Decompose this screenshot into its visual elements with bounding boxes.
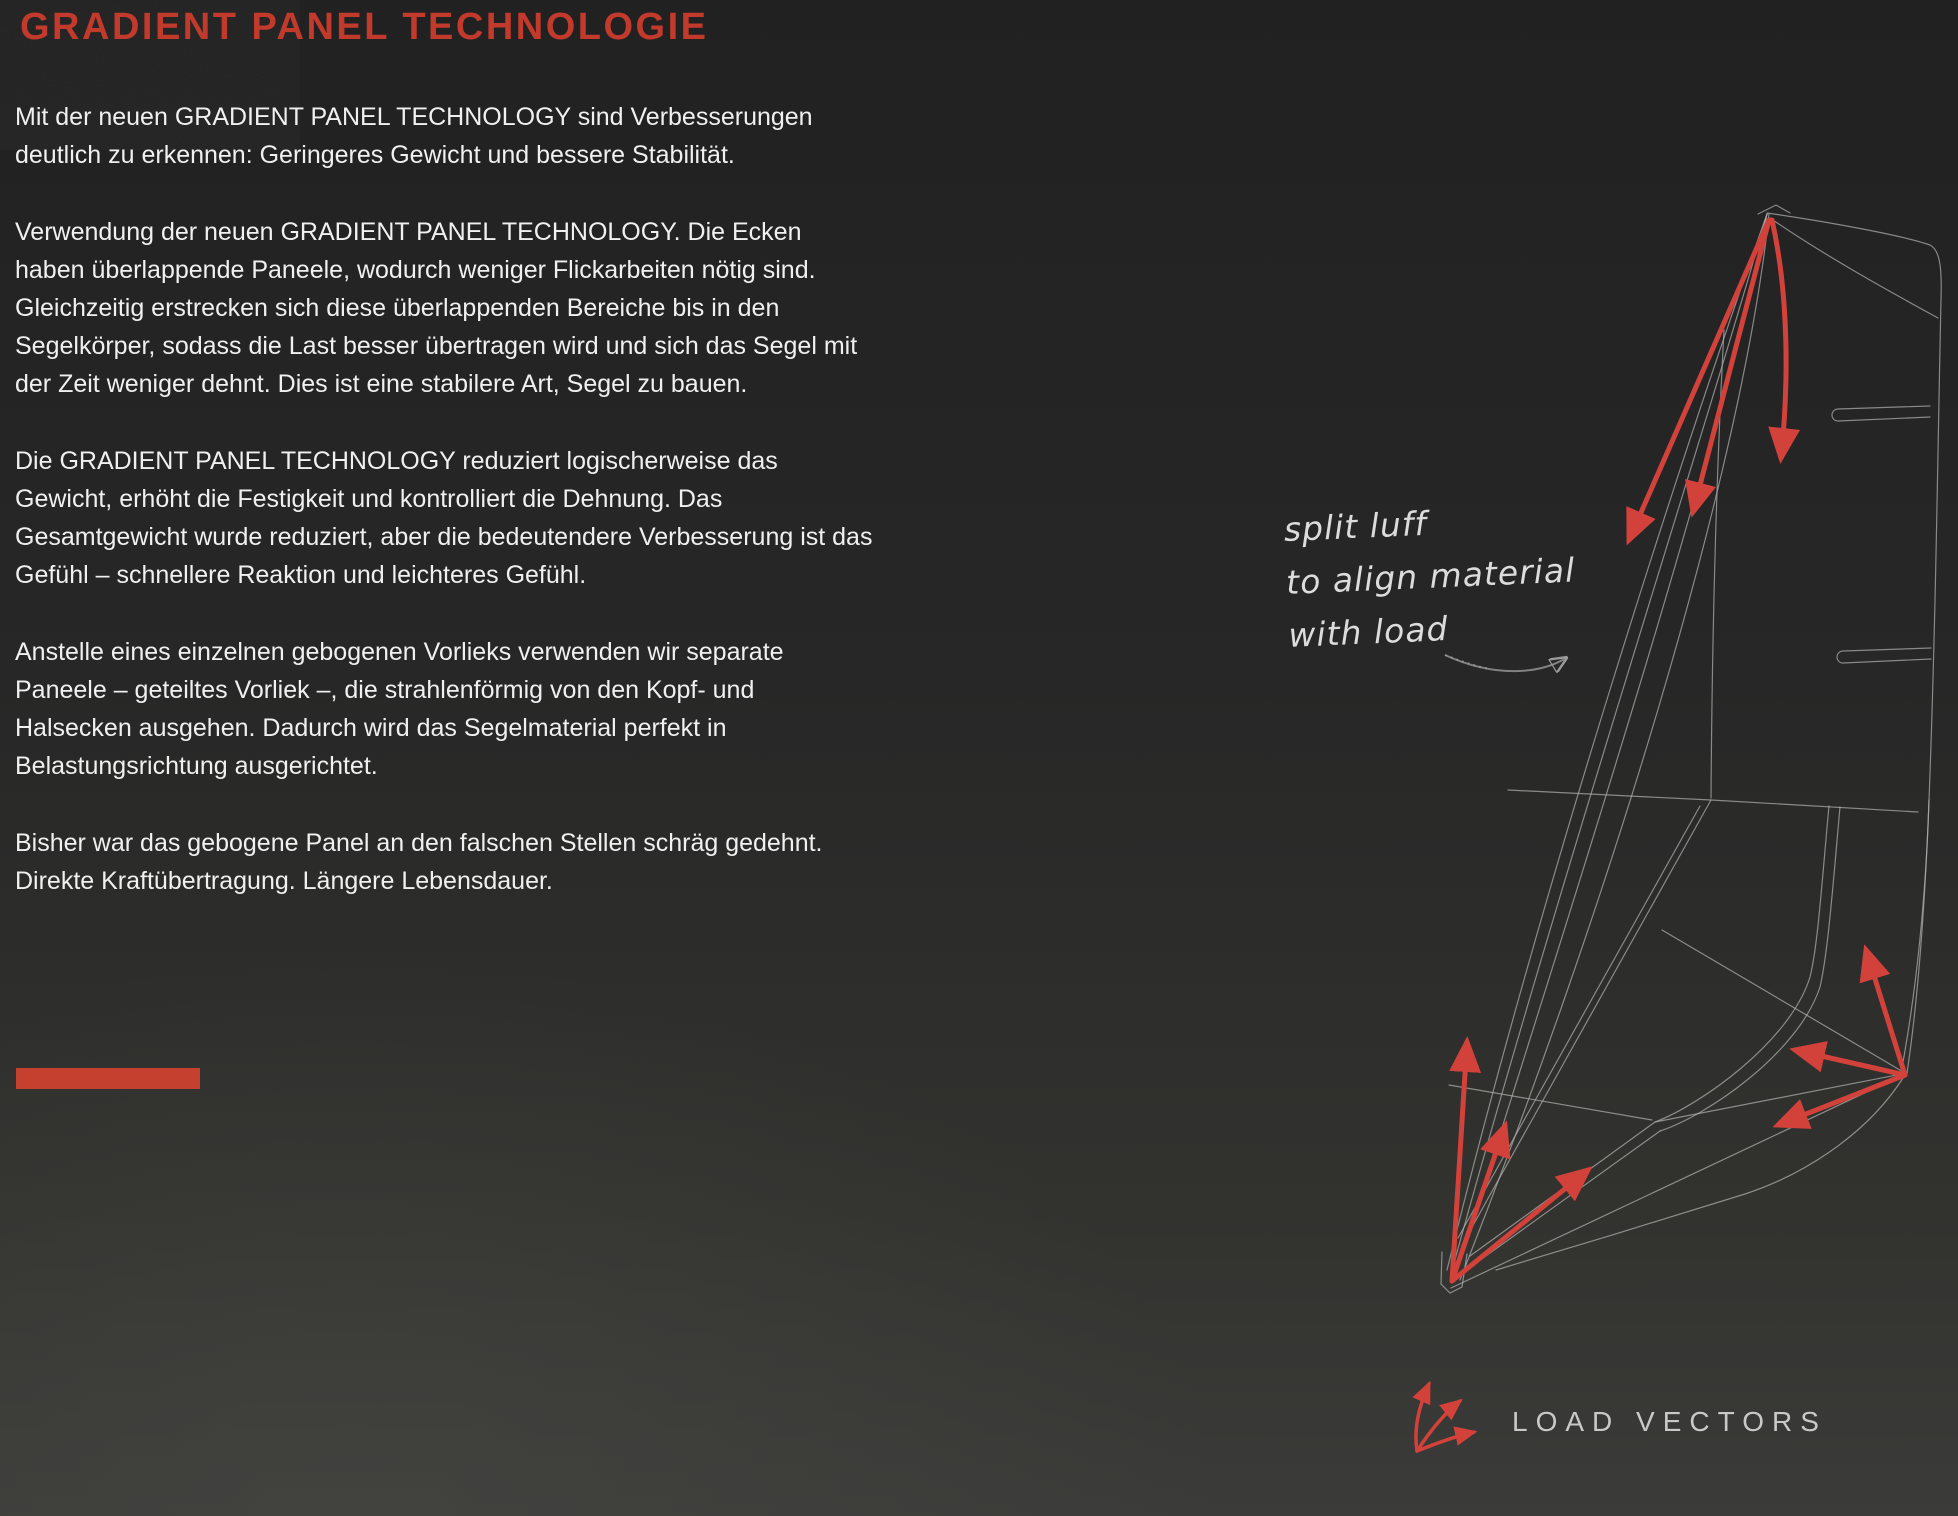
paragraph-intro: Mit der neuen GRADIENT PANEL TECHNOLOGY sind Verbesserungen deutlich zu erkennen: Geringeres Gewicht und bessere Stabilität.: [15, 103, 813, 169]
annotation-line: split luff: [1282, 503, 1428, 550]
page-title: GRADIENT PANEL TECHNOLOGIE: [20, 6, 709, 48]
paragraph-usage: Verwendung der neuen GRADIENT PANEL TECHNOLOGY. Die Ecken haben überlappende Paneele, wodurch weniger Flickarbeiten nötig sind. Gleichzeitig erstrecken sich diese überlappenden Bereiche bis in den Segelkörper, sodass die Last besser übertragen wird und sich das Segel mit der Zeit weniger dehnt. Dies ist eine stabilere Art, Segel zu bauen.: [15, 218, 858, 398]
sail-diagram: [1000, 100, 1958, 1516]
body-copy: [15, 98, 875, 939]
paragraph-split-luff: Anstelle eines einzelnen gebogenen Vorlieks verwenden wir separate Paneele – geteiltes Vorliek –, die strahlenförmig von den Kopf- und Halsecken ausgehen. Dadurch wird das Segelmaterial perfekt in Belastungsrichtung ausgerichtet.: [15, 638, 784, 780]
clew-load-arrows: [1778, 950, 1905, 1125]
annotation-line: to align material: [1285, 550, 1577, 602]
paragraph-durability: Bisher war das gebogene Panel an den falschen Stellen schräg gedehnt. Direkte Kraftübertragung. Längere Lebensdauer.: [15, 829, 823, 895]
paragraph-weight: Die GRADIENT PANEL TECHNOLOGY reduziert logischerweise das Gewicht, erhöht die Festigkeit und kontrolliert die Dehnung. Das Gesamtgewicht wurde reduziert, aber die bedeutendere Verbesserung ist das Gefühl – schnellere Reaktion und leichteres Gefühl.: [15, 447, 873, 589]
sail-wireframe: [1441, 205, 1941, 1293]
annotation-arrow: [1445, 655, 1566, 671]
annotation-line: with load: [1287, 608, 1450, 655]
red-accent-bar: [16, 1068, 200, 1089]
split-luff-annotation: [1283, 489, 1610, 662]
legend-arrows-icon: [1416, 1384, 1474, 1451]
tack-load-arrows: [1452, 1042, 1588, 1281]
load-vectors-label: LOAD VECTORS: [1512, 1406, 1827, 1437]
